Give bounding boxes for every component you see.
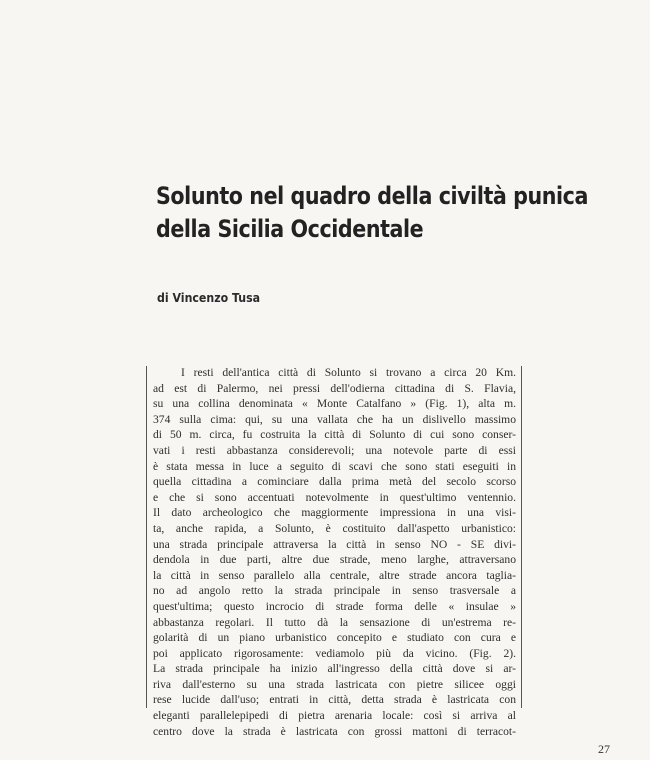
body-line: centro dove la strada è lastricata con grossi mattoni di terracot- [153,724,516,738]
body-line: I resti dell'antica città di Solunto si trovano a circa 20 Km. [181,366,516,379]
body-line: poi applicato rigorosamente: vediamolo più da vicino. (Fig. 2). [153,646,516,660]
body-line: vati i resti abbastanza considerevoli; una notevole parte di essi [153,443,516,457]
title-line: Solunto nel quadro della civiltà punica [156,182,588,210]
body-line: ad est di Palermo, nei pressi dell'odierna cittadina di S. Flavia, [153,381,516,395]
body-line: rese lucide dall'uso; entrati in città, detta strada è lastricata con [153,693,516,707]
body-line: una strada principale attraversa la città in senso NO - SE divi- [153,537,516,551]
body-line: e che si sono accentuati notevolmente in quest'ultimo ventennio. [153,490,516,504]
body-line: di 50 m. circa, fu costruita la città di Solunto di cui sono conser- [153,428,516,442]
body-line: su una collina denominata « Monte Catalfano » (Fig. 1), alta m. [153,397,516,411]
article-title [156,180,588,246]
body-line: quest'ultima; questo incrocio di strade forma delle « insulae » [153,599,516,613]
body-line: è stata messa in luce a seguito di scavi che sono stati eseguiti in [153,459,516,473]
title-line: della Sicilia Occidentale [156,215,424,243]
margin-rule-left [146,366,147,708]
body-line: Il dato archeologico che maggiormente impressiona in una visi- [153,506,516,520]
page-number: 27 [598,742,610,756]
article-author: di Vincenzo Tusa [157,290,261,305]
body-line: 374 sulla cima: qui, su una vallata che ha un dislivello massimo [153,412,516,426]
margin-rule-right [521,366,522,708]
body-line: riva dall'esterno su una strada lastricata con pietre silicee oggi [153,677,516,691]
body-line: La strada principale ha inizio all'ingresso della città dove si ar- [153,662,516,676]
article-body [153,365,516,739]
body-line: eleganti parallelepipedi di pietra arenaria locale: così si arriva al [153,709,516,723]
body-line: la città in senso parallelo alla centrale, altre strade ancora taglia- [153,568,516,582]
body-line: ta, anche rapida, a Solunto, è costituito dall'aspetto urbanistico: [153,521,516,535]
body-line: no ad angolo retto la strada principale in senso trasversale a [153,584,516,598]
body-line: quella cittadina a cominciare dalla prima metà del secolo scorso [153,475,516,489]
body-line: abbastanza regolari. Il tutto dà la sensazione di un'estrema re- [153,615,516,629]
body-line: golarità di un piano urbanistico concepito e studiato con cura e [153,631,516,645]
body-line: dendola in due parti, altre due strade, meno larghe, attraversano [153,553,516,567]
